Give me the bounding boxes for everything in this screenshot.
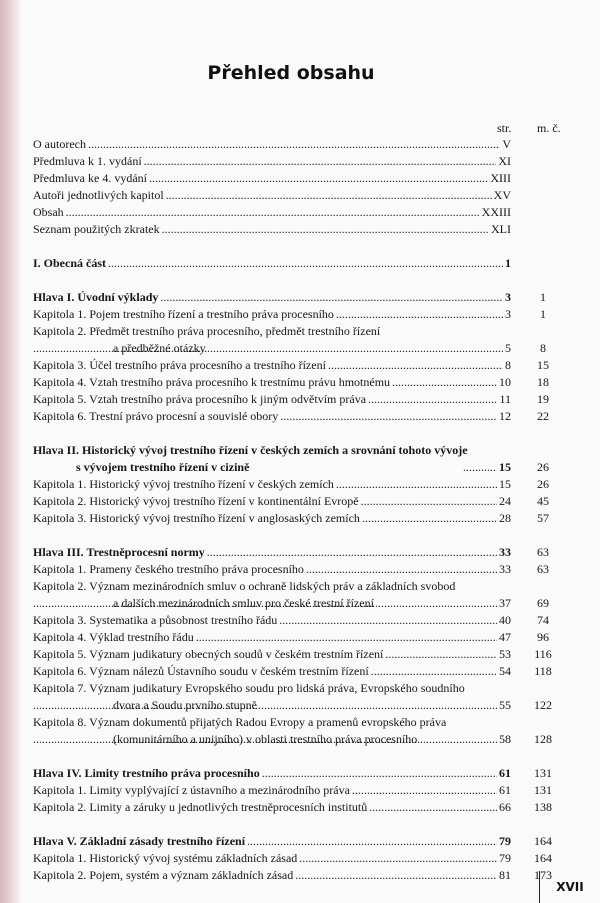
toc-entry-title: I. Obecná část xyxy=(33,256,106,270)
toc-page-number: 10 xyxy=(499,375,511,389)
dot-leader xyxy=(385,646,497,663)
toc-line xyxy=(33,374,511,391)
toc-section-entry xyxy=(33,391,563,408)
toc-page-number: 28 xyxy=(499,511,511,525)
toc-entry-title xyxy=(33,323,503,357)
column-header-page: str. xyxy=(497,121,512,135)
page-title: Přehled obsahu xyxy=(207,62,375,84)
toc-line xyxy=(33,493,511,510)
toc-section-entry xyxy=(33,850,563,867)
dot-leader xyxy=(328,357,503,374)
dot-leader xyxy=(336,306,503,323)
toc-page-number: 61 xyxy=(499,783,511,797)
toc-page-number: 54 xyxy=(499,664,511,678)
toc-margin-number: 8 xyxy=(540,341,546,355)
toc-line xyxy=(33,629,511,646)
toc-margin-number: 45 xyxy=(537,494,549,508)
toc-chapter-heading xyxy=(33,442,563,476)
toc-line xyxy=(33,306,511,323)
toc-section-entry xyxy=(33,867,563,884)
toc-line xyxy=(33,136,511,153)
toc-front-entry xyxy=(33,170,563,187)
toc-entry-title-line: a dalších mezinárodních smluv pro české trestní řízení xyxy=(113,596,374,610)
dot-leader xyxy=(166,187,492,204)
toc-page-number: XLI xyxy=(491,222,511,236)
toc-entry-title: Kapitola 4. Vztah trestního práva procesního k trestnímu právu hmotnému xyxy=(33,375,391,389)
toc-entry-title: Kapitola 1. Prameny českého trestního práva procesního xyxy=(33,562,304,576)
toc-page-number: XI xyxy=(498,154,511,168)
toc-entry-title: O autorech xyxy=(33,137,86,151)
dot-leader xyxy=(160,289,503,306)
toc-line xyxy=(33,578,511,612)
toc-section-entry xyxy=(33,357,563,374)
toc-margin-number: 122 xyxy=(534,698,552,712)
toc-part-heading xyxy=(33,255,563,272)
toc-line xyxy=(33,323,511,357)
dot-leader xyxy=(352,782,497,799)
toc-page-number: 24 xyxy=(499,494,511,508)
toc-margin-number: 138 xyxy=(534,800,552,814)
toc-margin-number: 164 xyxy=(534,834,552,848)
toc-margin-number: 164 xyxy=(534,851,552,865)
toc-entry-title: Kapitola 2. Pojem, systém a význam základních zásad xyxy=(33,868,294,882)
dot-leader xyxy=(295,867,497,884)
dot-leader xyxy=(371,663,497,680)
toc-margin-number: 118 xyxy=(534,664,552,678)
toc-entry-title xyxy=(33,680,503,714)
toc-entry-title: Kapitola 3. Historický vývoj trestního řízení v anglosaských zemích xyxy=(33,511,360,525)
toc-line xyxy=(33,204,511,221)
dot-leader xyxy=(144,153,497,170)
toc-section-entry xyxy=(33,493,563,510)
toc-page-number: 33 xyxy=(499,562,511,576)
toc-line xyxy=(33,663,511,680)
toc-margin-number: 116 xyxy=(534,647,552,661)
toc-page-number: 79 xyxy=(499,851,511,865)
dot-leader xyxy=(306,561,497,578)
page-number: XVII xyxy=(539,871,600,903)
toc-margin-number: 131 xyxy=(534,766,552,780)
toc-line xyxy=(33,714,511,748)
toc-section-entry xyxy=(33,374,563,391)
toc-line xyxy=(33,850,511,867)
toc-line xyxy=(33,442,511,476)
toc-line xyxy=(33,833,511,850)
toc-section-entry xyxy=(33,476,563,493)
toc-page-number: XXIII xyxy=(481,205,511,219)
toc-margin-number: 63 xyxy=(537,562,549,576)
toc-line xyxy=(33,510,511,527)
toc-margin-number: 15 xyxy=(537,358,549,372)
dot-leader xyxy=(207,544,497,561)
toc-entry-title: Kapitola 4. Výklad trestního řádu xyxy=(33,630,194,644)
toc-page-number: 58 xyxy=(499,732,511,746)
toc-entry-title: Kapitola 1. Historický vývoj trestního řízení v českých zemích xyxy=(33,477,334,491)
toc-entry-title: Autoři jednotlivých kapitol xyxy=(33,188,164,202)
toc-margin-number: 74 xyxy=(537,613,549,627)
toc-chapter-heading xyxy=(33,833,563,850)
toc-line xyxy=(33,187,511,204)
toc-entry-title: Kapitola 6. Trestní právo procesní a souvislé obory xyxy=(33,409,279,423)
toc-section-entry xyxy=(33,612,563,629)
toc-entry-title: Kapitola 3. Účel trestního práva procesního a trestního řízení xyxy=(33,358,326,372)
toc-line xyxy=(33,221,511,238)
toc-front-entry xyxy=(33,153,563,170)
toc-line xyxy=(33,799,511,816)
toc-page-number: 61 xyxy=(499,766,511,780)
toc-line xyxy=(33,680,511,714)
toc-line xyxy=(33,408,511,425)
toc-line xyxy=(33,782,511,799)
toc-page-number: 37 xyxy=(499,596,511,610)
toc-section-entry xyxy=(33,629,563,646)
toc-section-entry xyxy=(33,782,563,799)
page-edge-shadow xyxy=(0,0,22,903)
toc-page-number: XV xyxy=(493,188,511,202)
toc-section-entry xyxy=(33,663,563,680)
toc-margin-number: 69 xyxy=(537,596,549,610)
toc-entry-title: Předmluva ke 4. vydání xyxy=(33,171,147,185)
toc-section-entry xyxy=(33,714,563,748)
toc-margin-number: 26 xyxy=(537,477,549,491)
toc-entry-title-line: a předběžné otázky xyxy=(113,341,206,355)
toc-margin-number: 63 xyxy=(537,545,549,559)
dot-leader xyxy=(280,408,497,425)
toc-front-entry xyxy=(33,187,563,204)
toc-section-entry xyxy=(33,561,563,578)
toc-page-number: 53 xyxy=(499,647,511,661)
dot-leader xyxy=(362,510,497,527)
toc-margin-number: 19 xyxy=(537,392,549,406)
toc-page-number: 47 xyxy=(499,630,511,644)
toc-line xyxy=(33,153,511,170)
dot-leader xyxy=(149,170,488,187)
toc-entry-title: Kapitola 3. Systematika a působnost trestního řádu xyxy=(33,613,278,627)
column-header-margin-number: m. č. xyxy=(537,121,561,135)
toc-line xyxy=(33,765,511,782)
toc-entry-title: Hlava V. Základní zásady trestního řízení xyxy=(33,834,246,848)
toc-section-entry xyxy=(33,306,563,323)
toc-page-number: 15 xyxy=(499,460,511,474)
toc-entry-title-line: s vývojem trestního řízení v cizině xyxy=(76,460,250,474)
toc-section-entry xyxy=(33,680,563,714)
toc-section-entry xyxy=(33,510,563,527)
toc-entry-title: Předmluva k 1. vydání xyxy=(33,154,142,168)
toc-entry-title-line: Kapitola 2. Předmět trestního práva procesního, předmět trestního řízení xyxy=(33,324,381,338)
toc-line xyxy=(33,357,511,374)
toc-entry-title-line: Kapitola 8. Význam dokumentů přijatých Radou Evropy a pramenů evropského práva xyxy=(33,715,447,729)
table-of-contents xyxy=(33,136,563,884)
toc-page-number: 81 xyxy=(499,868,511,882)
toc-page-number: 40 xyxy=(499,613,511,627)
dot-leader xyxy=(108,255,503,272)
toc-page-number: XIII xyxy=(490,171,511,185)
toc-chapter-heading xyxy=(33,765,563,782)
toc-page-number: 3 xyxy=(505,290,511,304)
dot-leader xyxy=(196,629,497,646)
toc-entry-title: Kapitola 6. Význam nálezů Ústavního soudu v českém trestním řízení xyxy=(33,664,369,678)
toc-entry-title-line: Kapitola 7. Význam judikatury Evropského soudu pro lidská práva, Evropského soudního xyxy=(33,681,465,695)
toc-page-number: 11 xyxy=(499,392,511,406)
toc-page-number: 1 xyxy=(505,256,511,270)
toc-entry-title: Kapitola 1. Limity vyplývající z ústavního a mezinárodního práva xyxy=(33,783,350,797)
toc-margin-number: 18 xyxy=(537,375,549,389)
toc-page-number: 33 xyxy=(499,545,511,559)
dot-leader xyxy=(361,493,497,510)
toc-page-number: 15 xyxy=(499,477,511,491)
toc-entry-title-line: dvora a Soudu prvního stupně xyxy=(113,698,257,712)
toc-section-entry xyxy=(33,578,563,612)
toc-front-entry xyxy=(33,204,563,221)
toc-entry-title: Hlava III. Trestněprocesní normy xyxy=(33,545,205,559)
toc-front-entry xyxy=(33,221,563,238)
toc-margin-number: 173 xyxy=(534,868,552,882)
toc-line xyxy=(33,391,511,408)
toc-entry-title: Kapitola 1. Pojem trestního řízení a trestního práva procesního xyxy=(33,307,334,321)
toc-entry-title: Kapitola 5. Vztah trestního práva procesního k jiným odvětvím práva xyxy=(33,392,367,406)
toc-chapter-heading xyxy=(33,544,563,561)
dot-leader xyxy=(247,833,497,850)
toc-entry-title-line: (komunitárního a unijního) v oblasti trestního práva procesního xyxy=(113,732,418,746)
toc-entry-title: Kapitola 2. Limity a záruky u jednotlivých trestněprocesních institutů xyxy=(33,800,368,814)
toc-margin-number: 22 xyxy=(537,409,549,423)
toc-entry-title: Hlava I. Úvodní výklady xyxy=(33,290,159,304)
toc-line xyxy=(33,476,511,493)
dot-leader xyxy=(88,136,500,153)
toc-entry-title: Obsah xyxy=(33,205,64,219)
dot-leader xyxy=(369,799,497,816)
toc-page-number: V xyxy=(502,137,511,151)
toc-margin-number: 26 xyxy=(537,460,549,474)
toc-entry-title-line: Hlava II. Historický vývoj trestního řízení v českých zemích a srovnání tohoto vývoje xyxy=(33,443,468,457)
toc-section-entry xyxy=(33,408,563,425)
toc-line xyxy=(33,561,511,578)
toc-line xyxy=(33,255,511,272)
toc-margin-number: 96 xyxy=(537,630,549,644)
toc-page-number: 8 xyxy=(505,358,511,372)
toc-margin-number: 1 xyxy=(540,307,546,321)
toc-page-number: 66 xyxy=(499,800,511,814)
toc-line xyxy=(33,612,511,629)
toc-page-number: 79 xyxy=(499,834,511,848)
toc-line xyxy=(33,170,511,187)
toc-entry-title xyxy=(33,714,503,748)
toc-page-number: 3 xyxy=(505,307,511,321)
toc-page-number: 12 xyxy=(499,409,511,423)
toc-chapter-heading xyxy=(33,289,563,306)
toc-margin-number: 57 xyxy=(537,511,549,525)
dot-leader xyxy=(299,850,497,867)
dot-leader xyxy=(66,204,480,221)
toc-margin-number: 128 xyxy=(534,732,552,746)
toc-section-entry xyxy=(33,323,563,357)
toc-entry-title: Kapitola 5. Význam judikatury obecných soudů v českém trestním řízení xyxy=(33,647,384,661)
toc-margin-number: 131 xyxy=(534,783,552,797)
toc-entry-title xyxy=(33,578,503,612)
dot-leader xyxy=(392,374,497,391)
toc-page-number: 55 xyxy=(499,698,511,712)
toc-entry-title: Kapitola 1. Historický vývoj systému základních zásad xyxy=(33,851,298,865)
toc-line xyxy=(33,867,511,884)
dot-leader xyxy=(368,391,497,408)
toc-entry-title xyxy=(33,442,513,476)
toc-entry-title: Seznam použitých zkratek xyxy=(33,222,160,236)
toc-section-entry xyxy=(33,646,563,663)
toc-page-number: 5 xyxy=(505,341,511,355)
dot-leader xyxy=(262,765,497,782)
toc-entry-title: Kapitola 2. Historický vývoj trestního řízení v kontinentální Evropě xyxy=(33,494,359,508)
toc-margin-number: 1 xyxy=(540,290,546,304)
dot-leader xyxy=(162,221,489,238)
toc-line xyxy=(33,544,511,561)
toc-entry-title-line: Kapitola 2. Význam mezinárodních smluv o ochraně lidských práv a základních svobod xyxy=(33,579,456,593)
toc-front-entry xyxy=(33,136,563,153)
toc-line xyxy=(33,646,511,663)
toc-line xyxy=(33,289,511,306)
toc-entry-title: Hlava IV. Limity trestního práva procesního xyxy=(33,766,260,780)
toc-section-entry xyxy=(33,799,563,816)
dot-leader xyxy=(279,612,497,629)
dot-leader xyxy=(336,476,497,493)
